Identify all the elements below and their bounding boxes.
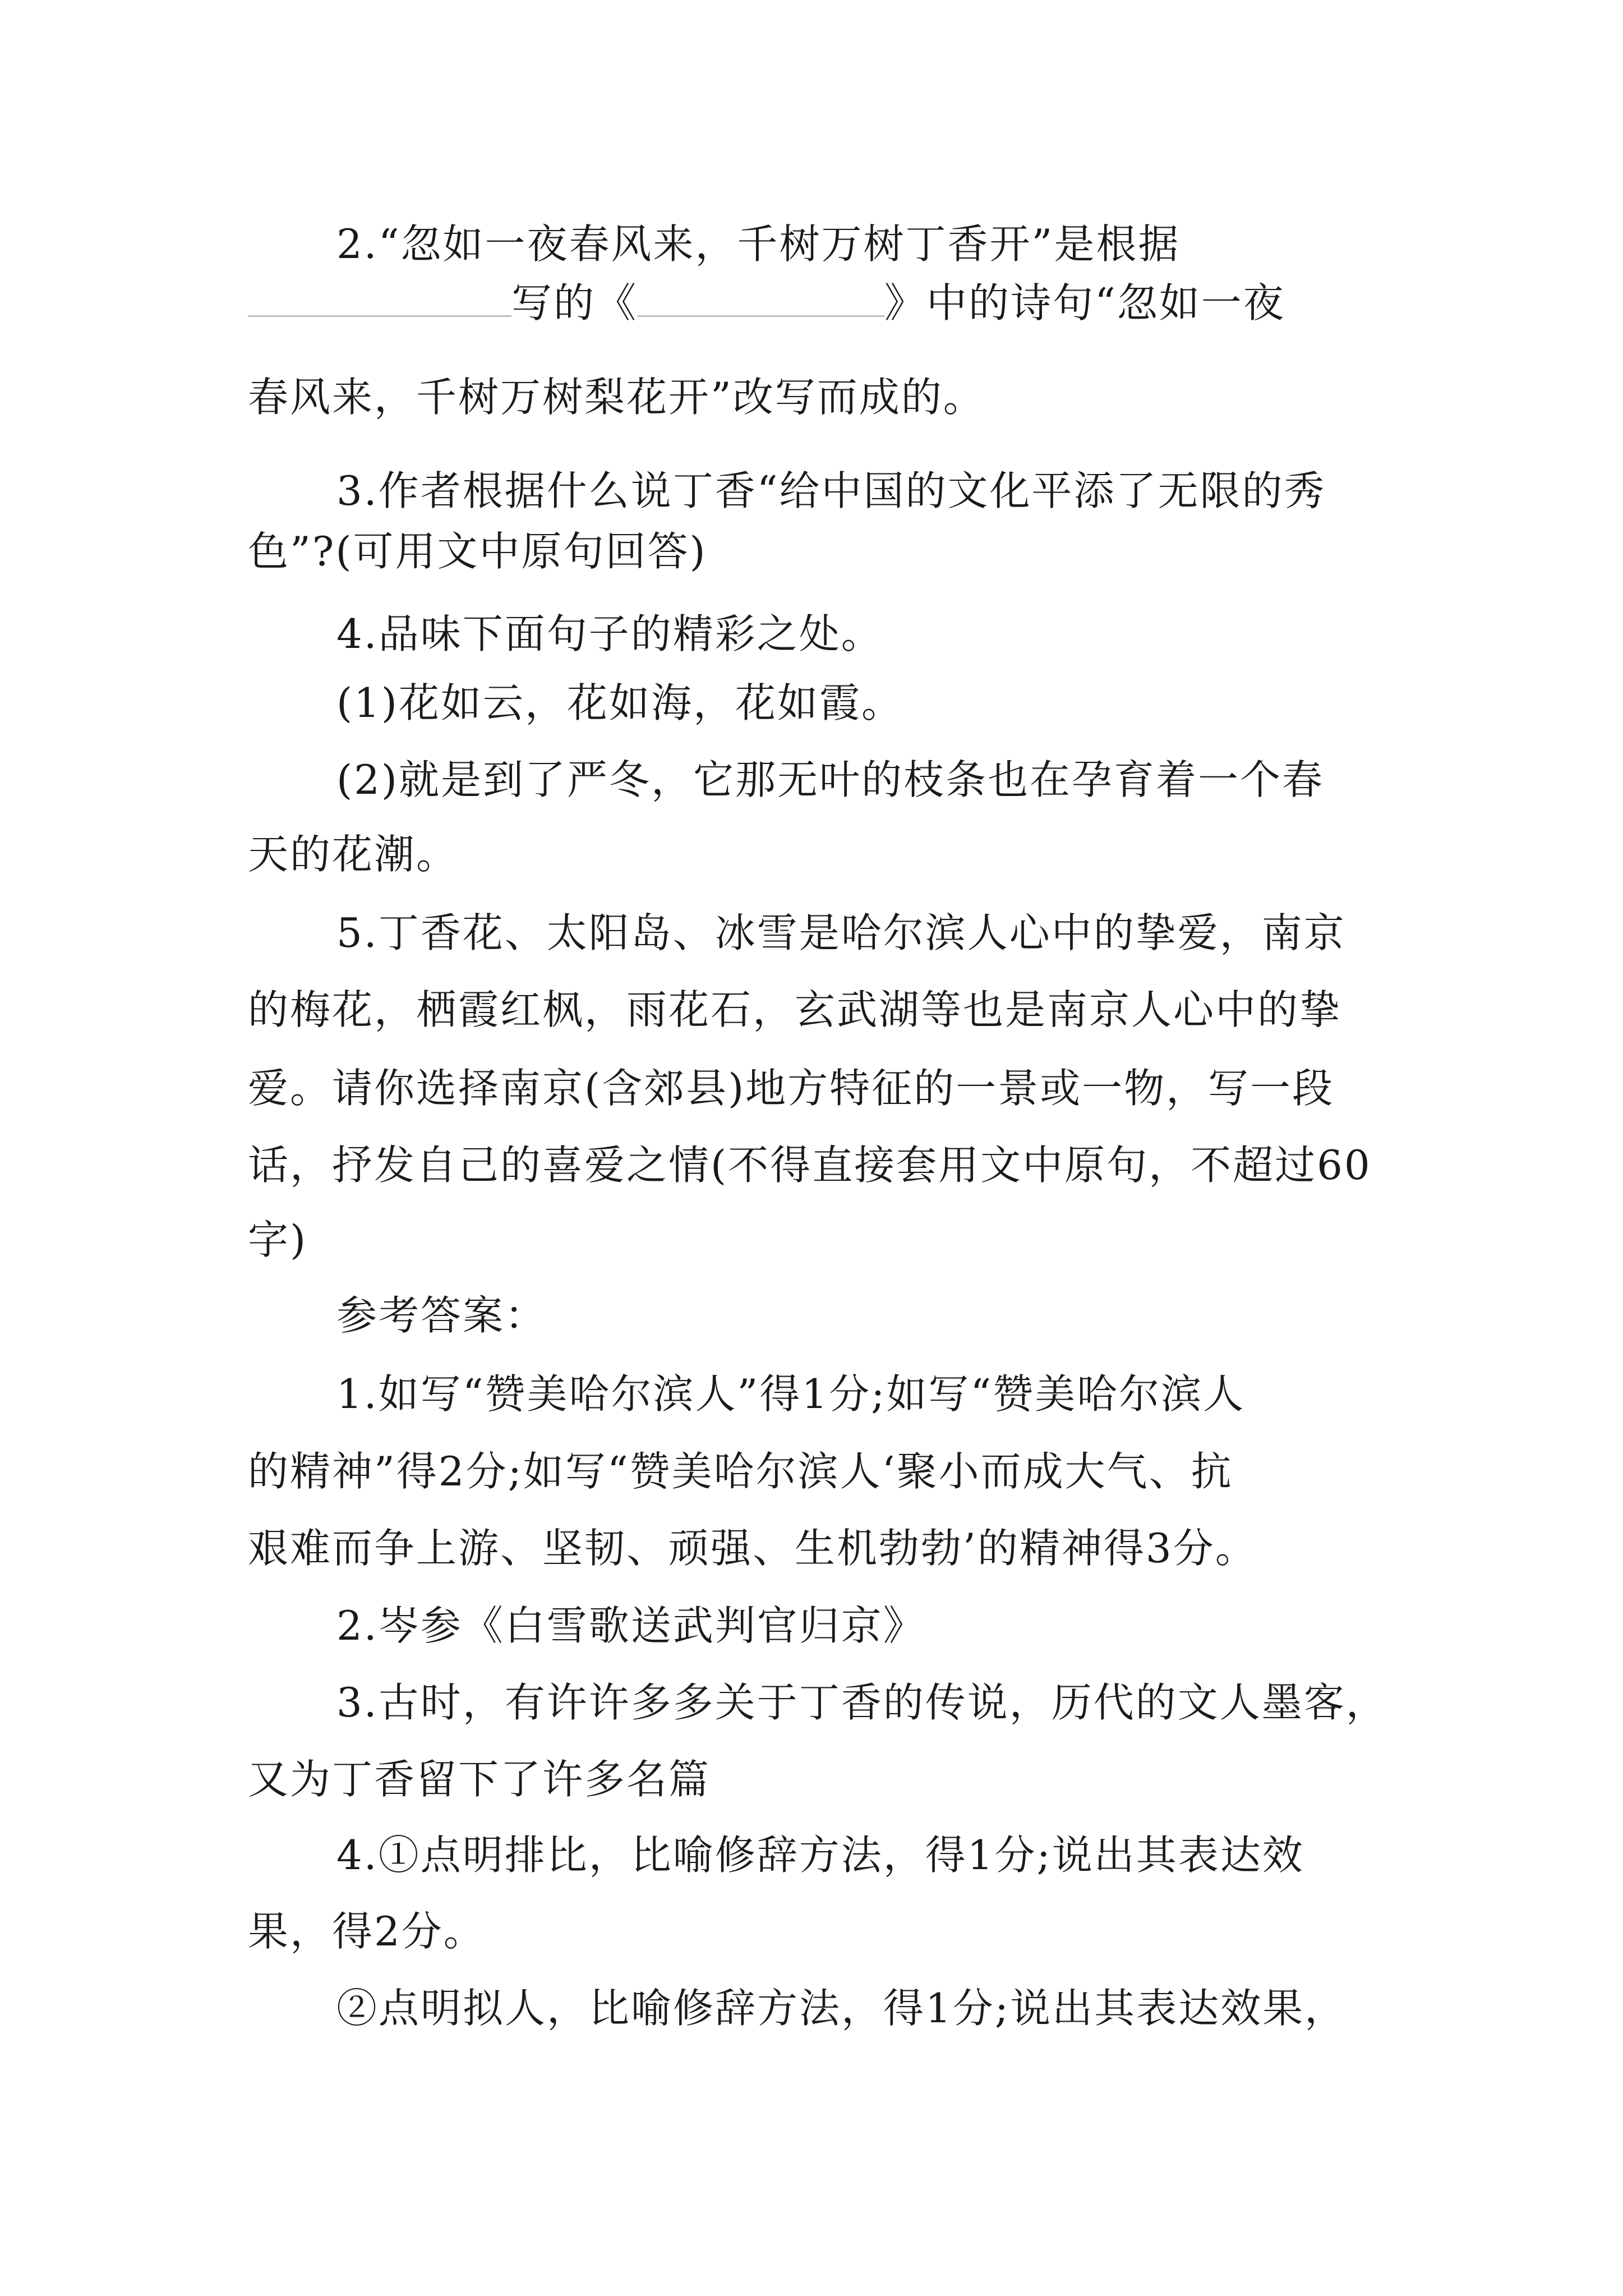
question-2-line-1: 2.“忽如一夜春风来，千树万树丁香开”是根据 [336,220,1181,268]
question-4-item-2-line-2: 天的花潮。 [248,831,459,878]
question-5-line-1: 5.丁香花、太阳岛、冰雪是哈尔滨人心中的挚爱，南京 [336,909,1346,956]
answer-2-line: 2.岑参《白雪歌送武判官归京》 [336,1602,925,1649]
answer-blank-title[interactable] [638,282,884,317]
question-2-line-2 [248,278,1392,328]
question-2-line-3: 春风来，千树万树梨花开”改写而成的。 [248,374,985,421]
question-5-line-3: 爱。请你选择南京(含郊县)地方特征的一景或一物，写一段 [248,1065,1335,1112]
answer-4-line-2: 果，得2分。 [248,1908,486,1955]
question-3-line-2: 色”?(可用文中原句回答) [248,528,707,575]
question-4-item-2-line-1: (2)就是到了严冬，它那无叶的枝条也在孕育着一个春 [336,756,1324,803]
answer-4-line-1: 4.①点明排比，比喻修辞方法，得1分;说出其表达效 [336,1832,1304,1879]
question-5-line-2: 的梅花，栖霞红枫，雨花石，玄武湖等也是南京人心中的挚 [248,986,1342,1033]
answer-blank-author[interactable] [248,282,511,317]
question-3-line-1: 3.作者根据什么说丁香“给中国的文化平添了无限的秀 [336,467,1326,514]
question-5-line-4: 话，抒发自己的喜爱之情(不得直接套用文中原句，不超过60 [248,1142,1372,1189]
answer-1-line-1: 1.如写“赞美哈尔滨人”得1分;如写“赞美哈尔滨人 [336,1370,1246,1418]
question-2-line-2-part-2: 》中的诗句“忽如一夜 [884,279,1285,326]
question-4-item-1: (1)花如云，花如海，花如霞。 [336,679,903,726]
question-5-line-5: 字) [248,1216,308,1263]
question-2-line-2-part-1: 写的《 [511,279,638,326]
answer-3-line-1: 3.古时，有许许多多关于丁香的传说，历代的文人墨客， [336,1679,1388,1726]
answer-4-line-3: ②点明拟人，比喻修辞方法，得1分;说出其表达效果， [336,1985,1347,2032]
question-4-line: 4.品味下面句子的精彩之处。 [336,610,883,657]
answer-3-line-2: 又为丁香留下了许多名篇 [248,1756,711,1803]
answer-1-line-3: 艰难而争上游、坚韧、顽强、生机勃勃’的精神得3分。 [248,1525,1257,1572]
answers-heading: 参考答案： [336,1292,547,1339]
answer-1-line-2: 的精神”得2分;如写“赞美哈尔滨人‘聚小而成大气、抗 [248,1448,1233,1495]
